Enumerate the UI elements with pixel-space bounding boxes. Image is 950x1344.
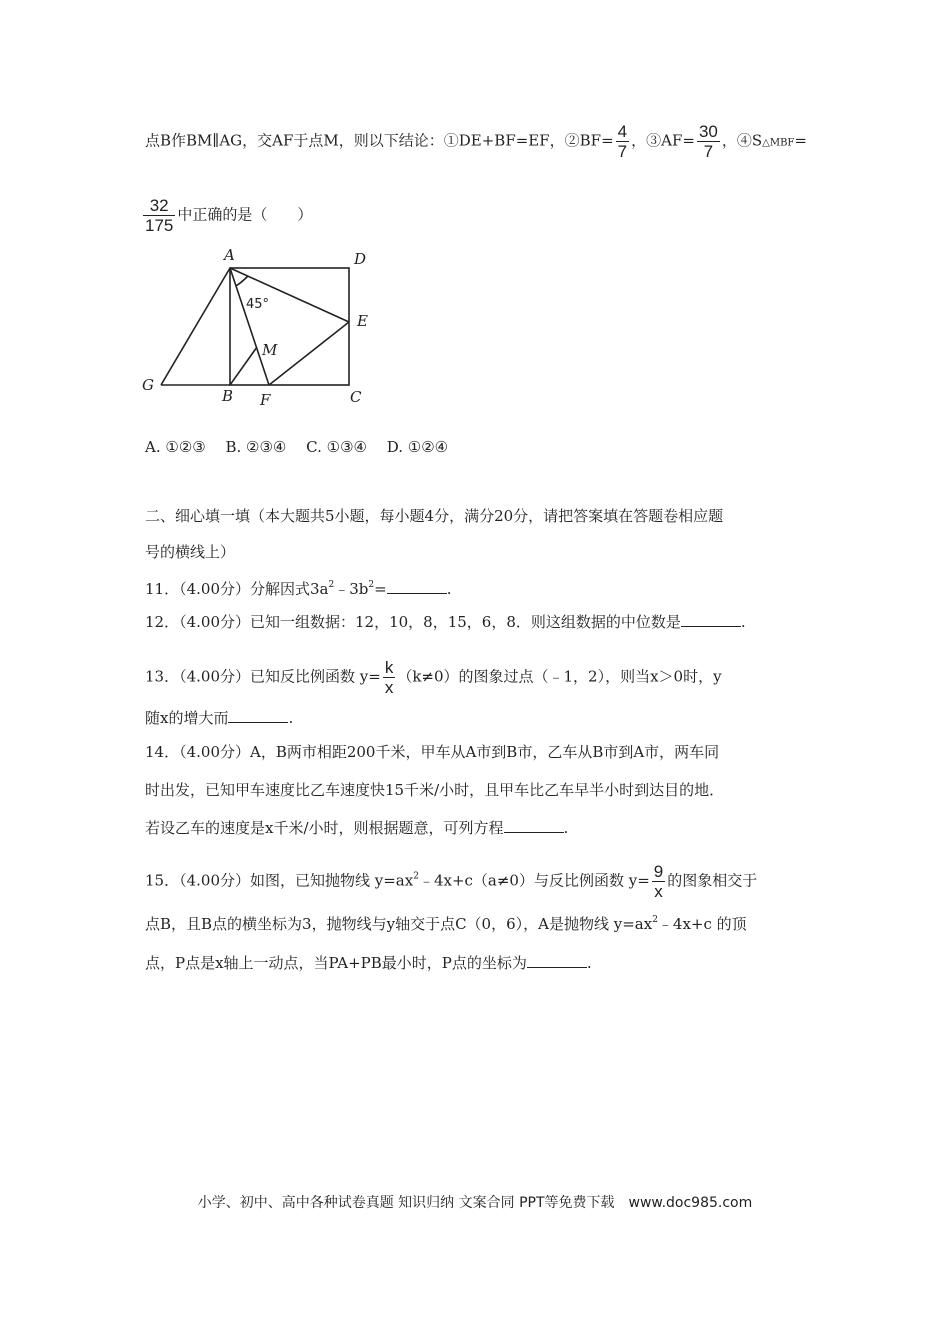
label-e: E xyxy=(357,312,368,330)
answer-blank[interactable] xyxy=(504,818,564,833)
section2-line2: 号的横线上） xyxy=(145,543,236,561)
label-f: F xyxy=(260,391,271,409)
answer-blank[interactable] xyxy=(681,612,741,627)
question-15-line2: 点B，且B点的横坐标为3，抛物线与y轴交于点C（0，6），A是抛物线 $y=ax^2﹣4x+c$ 的顶 xyxy=(145,915,747,933)
q10-line2: $\frac{32}{175}$ 中正确的是（ ） xyxy=(145,196,313,235)
answer-blank[interactable] xyxy=(387,579,447,594)
question-13-line1: 13．（4.00分）已知反比例函数 y= $\frac{k}{x}$ （k≠0）的图象过点（﹣1，2），则当x＞0时，y xyxy=(145,658,722,697)
answer-blank[interactable] xyxy=(527,953,587,968)
segment-bm xyxy=(230,347,257,385)
label-b: B xyxy=(222,387,234,405)
segment-ag xyxy=(161,268,230,385)
label-a: A xyxy=(224,246,235,264)
question-14-line2: 时出发，已知甲车速度比乙车速度快15千米/小时，且甲车比乙车早半小时到达目的地． xyxy=(145,781,725,799)
fraction-30-7: $\frac{30}{7}$ xyxy=(698,122,718,161)
fraction-k-x: $\frac{k}{x}$ xyxy=(384,658,394,697)
segment-ef xyxy=(269,322,349,385)
q10-line1: 点B作BM∥AG，交AF于点M，则以下结论：①DE+BF=EF，②BF= $\frac{4}{7}$ ，③AF= $\frac{30}{7}$ ，④S△MBF= xyxy=(145,122,807,161)
question-14-line1: 14．（4.00分）A，B两市相距200千米，甲车从A市到B市，乙车从B市到A市，两车同 xyxy=(145,743,720,761)
label-g: G xyxy=(142,376,154,394)
question-13-line2: 随x的增大而 . xyxy=(145,709,294,727)
question-12: 12．（4.00分）已知一组数据：12，10，8，15，6，8．则这组数据的中位数是 . xyxy=(145,613,746,631)
page-footer: 小学、初中、高中各种试卷真题 知识归纳 文案合同 PPT等免费下载 www.doc985.com xyxy=(197,1195,753,1211)
question-15-line3: 点，P点是x轴上一动点，当PA+PB最小时，P点的坐标为 . xyxy=(145,954,592,972)
geometry-figure xyxy=(138,244,378,414)
fraction-32-175: $\frac{32}{175}$ xyxy=(145,196,174,235)
label-m: M xyxy=(262,341,278,359)
square-abcd xyxy=(230,268,349,385)
q10-options: A. ①②③ B. ②③④ C. ①③④ D. ①②④ xyxy=(145,438,449,456)
answer-blank[interactable] xyxy=(228,708,288,723)
question-14-line3: 若设乙车的速度是x千米/小时，则根据题意，可列方程 . xyxy=(145,819,569,837)
label-c: C xyxy=(350,388,362,406)
question-15-line1: 15．（4.00分）如图，已知抛物线 $y=ax^2﹣4x+c(a\ne 0)$与反比例函数 y= $\frac{9}{x}$ 的图象相交于 xyxy=(145,862,758,901)
section2-line1: 二、细心填一填（本大题共5小题，每小题4分，满分20分，请把答案填在答题卷相应题 xyxy=(145,507,724,525)
angle-arc xyxy=(236,276,248,286)
label-d: D xyxy=(354,250,367,268)
fraction-4-7: $\frac{4}{7}$ xyxy=(617,122,628,161)
question-11: 11．（4.00分）分解因式$3a^2﹣3b^2=$ . xyxy=(145,580,452,598)
fraction-9-x: $\frac{9}{x}$ xyxy=(653,862,664,901)
angle-label: 45° xyxy=(246,297,270,312)
